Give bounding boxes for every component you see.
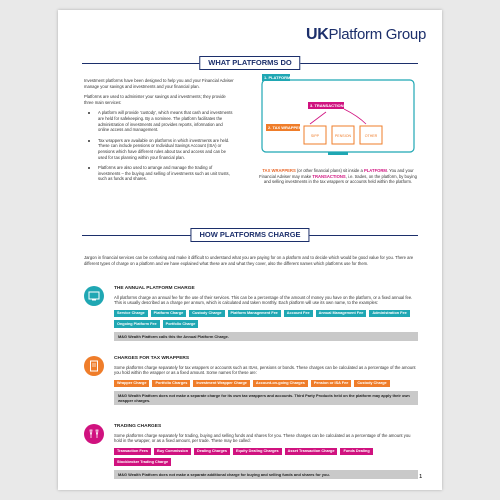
trading-glasses-icon: [84, 424, 104, 444]
charge-chip: Wrapper Charge: [114, 380, 149, 388]
document-icon: [84, 356, 104, 376]
charge-chip: Administration Fee: [369, 310, 409, 318]
charge-chip: Buy Commission: [154, 448, 191, 456]
page-number: 1: [419, 474, 422, 480]
charge-chip: Portfolio Charge: [163, 320, 199, 328]
wrapper-box-label: OTHER: [364, 134, 378, 138]
platform-stand: [328, 152, 348, 155]
charge-chip: Account-on-going Charges: [253, 380, 308, 388]
services-list: [84, 110, 234, 182]
charge-chip: Platform Charge: [151, 310, 187, 318]
transactions-label: 3. TRANSACTIONS: [310, 103, 347, 109]
platform-diagram: [258, 72, 418, 158]
document-page: [58, 10, 442, 490]
charge-row-text: All platforms charge an annual fee for the use of their services. This can be a percentage of the amount of money you have on the platform, or a fixed annual fee. This is usually described as a charge per annum, which is calculated and taken monthly. Each platform will use its own name, to the examples:: [114, 294, 413, 306]
transaction-arrow-1: [310, 112, 326, 124]
list-item: A platform will provide 'custody', which means that cash and investments are held for safekeeping. By a nominee. The platform facilitates the administration of investments and provides reports, information and online access and management.: [84, 110, 234, 132]
charge-chip: Equity Dealing Charges: [233, 448, 282, 456]
charge-row-title: THE ANNUAL PLATFORM CHARGE: [114, 286, 195, 291]
charge-row-body: [114, 286, 418, 341]
platform-note: M&G Wealth Platform does not make a separate charge for its own tax wrappers and accounts. Third Party Products held on the platform may apply their own wrapper charges.: [114, 391, 418, 405]
platform-note: M&G Wealth Platform does not make a separate additional charge for buying and selling funds and shares for you.: [114, 470, 418, 479]
section-title: HOW PLATFORMS CHARGE: [190, 228, 309, 242]
charge-chip: Pension or ISA Fee: [311, 380, 351, 388]
charge-row-body: [114, 424, 418, 479]
charge-chip: Investment Wrapper Charge: [193, 380, 250, 388]
charge-row-title: TRADING CHARGES: [114, 424, 162, 429]
charge-chip: Dealing Charges: [194, 448, 230, 456]
charge-chip: Stockbroker Trading Charge: [114, 458, 171, 466]
charge-chip: Portfolio Charges: [152, 380, 190, 388]
charge-row-title: CHARGES FOR TAX WRAPPERS: [114, 356, 190, 361]
charge-row-body: [114, 356, 418, 405]
section-header-how-platforms-charge: [82, 228, 418, 242]
wrappers-label: 2. TAX WRAPPERS: [268, 125, 305, 131]
intro-paragraph: Investment platforms have been designed to help you and your Financial Adviser manage your savings and investments and your financial plan.: [84, 78, 234, 89]
intro-paragraph: Platforms are used to administer your savings and investments; they provide three main services:: [84, 94, 226, 105]
diagram-caption: TAX WRAPPERS (or other financial plans) sit inside a PLATFORM. You and your Financial Adviser may make TRANSACTIONS, i.e. trades, on the platform, by buying and selling investments in the tax wrappers or accounts held within the platform.: [259, 168, 417, 185]
charge-chip: Account Fee: [284, 310, 313, 318]
charges-intro-paragraph: Jargon in financial services can be confusing and make it difficult to understand what you are paying for on a platform and to decide which would be good value for you. There are different types of charge on a platform and we have explained what these are and what they cover, also the different names which platforms use for them.: [84, 255, 414, 266]
transaction-arrow-2: [344, 109, 366, 124]
list-item: Platforms are also used to arrange and manage the trading of investments – the buying and selling of investments such as unit trusts, such as funds and shares.: [84, 165, 234, 182]
charge-chip: Funds Dealing: [340, 448, 372, 456]
intro-text-column: [84, 78, 234, 187]
wrapper-box-label: SIPP: [310, 134, 320, 138]
platform-note: M&G Wealth Platform calls this the Annual Platform Charge.: [114, 332, 418, 341]
platform-label: 1. PLATFORM: [264, 75, 291, 81]
charge-chip: Annual Management Fee: [316, 310, 367, 318]
charge-chip: Asset Transaction Charge: [285, 448, 338, 456]
computer-icon: [84, 286, 104, 306]
charge-chip: Custody Charge: [354, 380, 389, 388]
charge-chip: Transaction Fees: [114, 448, 151, 456]
charge-name-chips: [114, 448, 418, 466]
wrapper-box-label: PENSION: [334, 134, 352, 138]
list-item: Tax wrappers are available on platforms in which investments are held. These can include pensions or Individual Savings Account (ISA) or pensions which have different rules about tax and access and can be used for tax planning within your financial plan.: [84, 138, 234, 160]
charge-row-text: Some platforms charge separately for tax wrappers or accounts such as ISAs, pensions or bonds. These charges can be calculated as a percentage of the amount you hold within the wrapper or as a fixed amount. Some names for these are:: [114, 364, 416, 376]
charge-chip: Custody Charge: [189, 310, 224, 318]
charge-chip: Platform Management Fee: [228, 310, 281, 318]
charge-chip: Ongoing Platform Fee: [114, 320, 160, 328]
charge-row-text: Some platforms charge separately for trading, buying and selling funds and shares for you. These charges can be calculated as a percentage of the amount you hold in the wrapper, or as a fixed amount, per trade. These may be called:: [114, 432, 411, 444]
section-header-what-platforms-do: [82, 56, 418, 70]
charge-chip: Service Charge: [114, 310, 148, 318]
charge-name-chips: [114, 380, 418, 388]
section-title: WHAT PLATFORMS DO: [199, 56, 300, 70]
company-logo: UKPlatform Group: [305, 26, 426, 43]
platform-outline: [262, 80, 414, 152]
charge-name-chips: [114, 310, 418, 328]
